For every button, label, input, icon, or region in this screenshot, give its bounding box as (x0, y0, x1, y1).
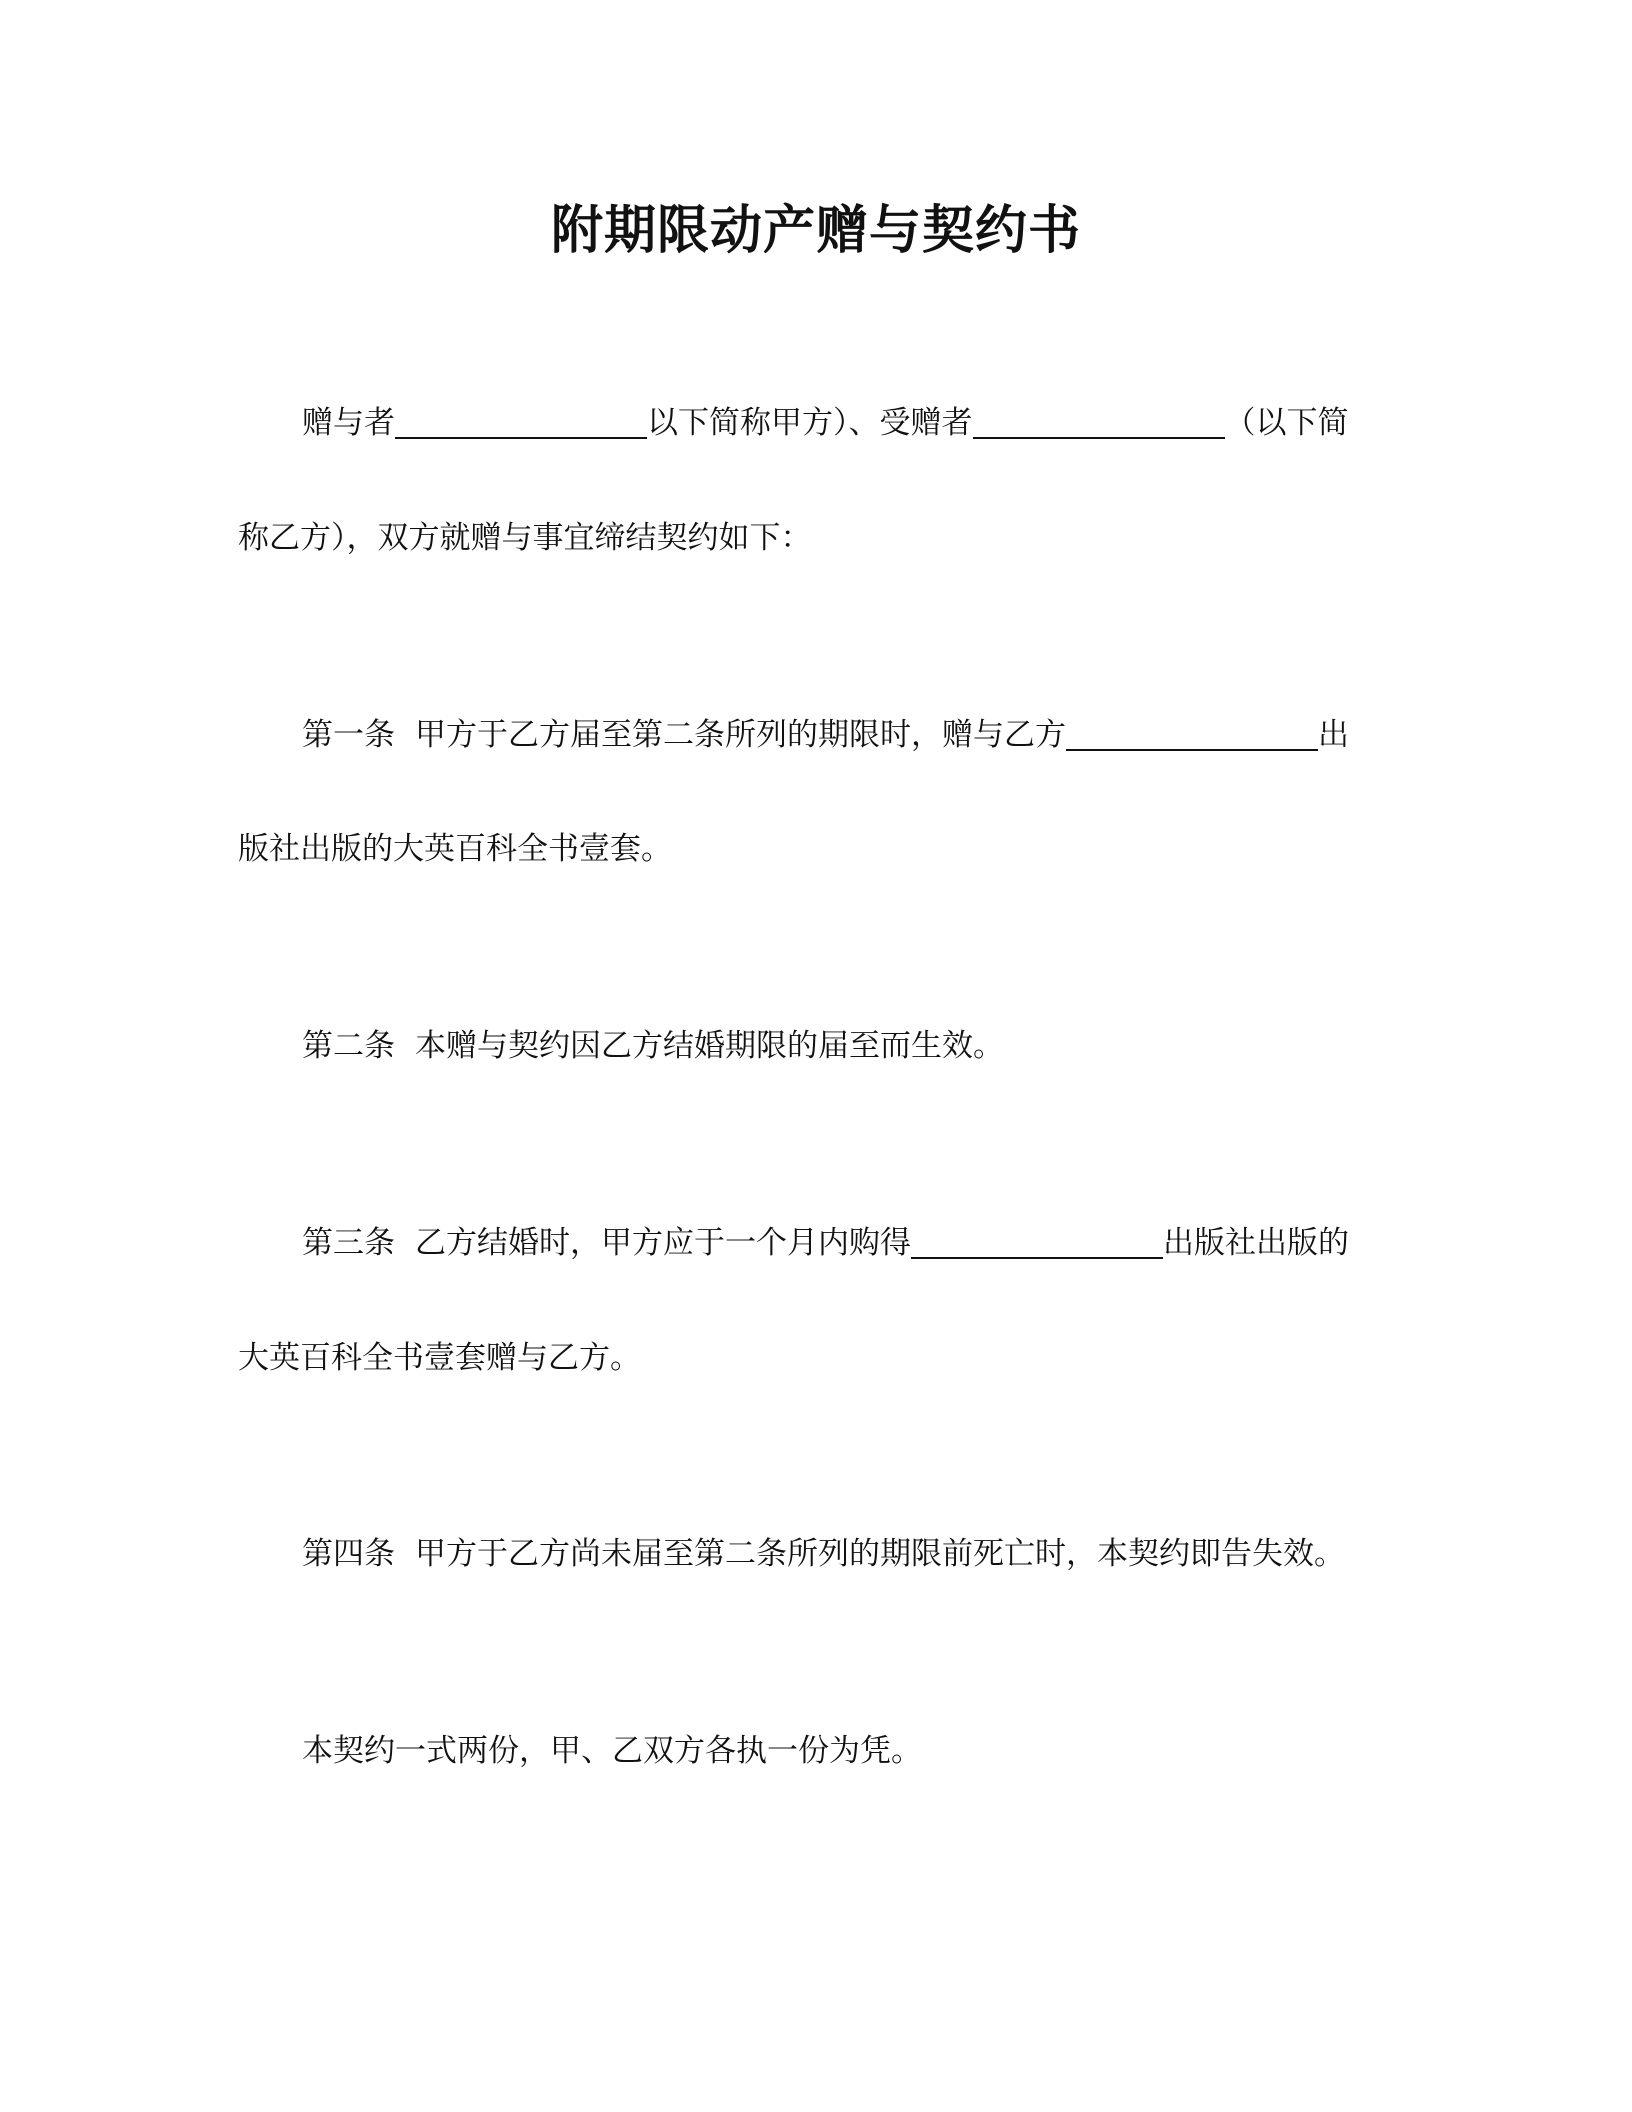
article-1-label: 第一条 (302, 717, 395, 753)
article-4-line (302, 1532, 1345, 1576)
document-title: 附期限动产赠与契约书 (550, 201, 1081, 261)
article-1-line-2: 版社出版的大英百科全书壹套。 (238, 831, 672, 867)
article-2-line (302, 1024, 1004, 1068)
article-3-tail: 出版社出版的 (1163, 1225, 1349, 1261)
article-2-label: 第二条 (302, 1028, 395, 1064)
article-4-text: 甲方于乙方尚未届至第二条所列的期限前死亡时，本契约即告失效。 (415, 1536, 1345, 1572)
article-3-line-2: 大英百科全书壹套赠与乙方。 (238, 1340, 641, 1376)
intro-tail: （以下简 (1224, 405, 1349, 441)
article-3-label: 第三条 (302, 1225, 395, 1261)
article-1-tail: 出 (1318, 717, 1349, 753)
article-2-text: 本赠与契约因乙方结婚期限的届至而生效。 (415, 1028, 1004, 1064)
donee-name-blank[interactable] (973, 407, 1225, 439)
article-1-line-1 (302, 713, 1349, 757)
article-3-line-1 (302, 1221, 1349, 1265)
intro-line-1 (302, 401, 1349, 445)
article-3-text: 乙方结婚时，甲方应于一个月内购得 (415, 1225, 911, 1261)
article-1-text: 甲方于乙方届至第二条所列的期限时，赠与乙方 (415, 717, 1066, 753)
publisher-blank-1[interactable] (1066, 719, 1318, 751)
closing-line: 本契约一式两份，甲、乙双方各执一份为凭。 (302, 1733, 922, 1769)
intro-line-2: 称乙方），双方就赠与事宜缔结契约如下： (238, 520, 812, 556)
intro-donor-label: 赠与者 (302, 405, 395, 441)
intro-donee-label: 以下简称甲方）、受赠者 (647, 405, 973, 441)
article-4-label: 第四条 (302, 1536, 395, 1572)
publisher-blank-2[interactable] (911, 1227, 1163, 1259)
donor-name-blank[interactable] (395, 407, 647, 439)
